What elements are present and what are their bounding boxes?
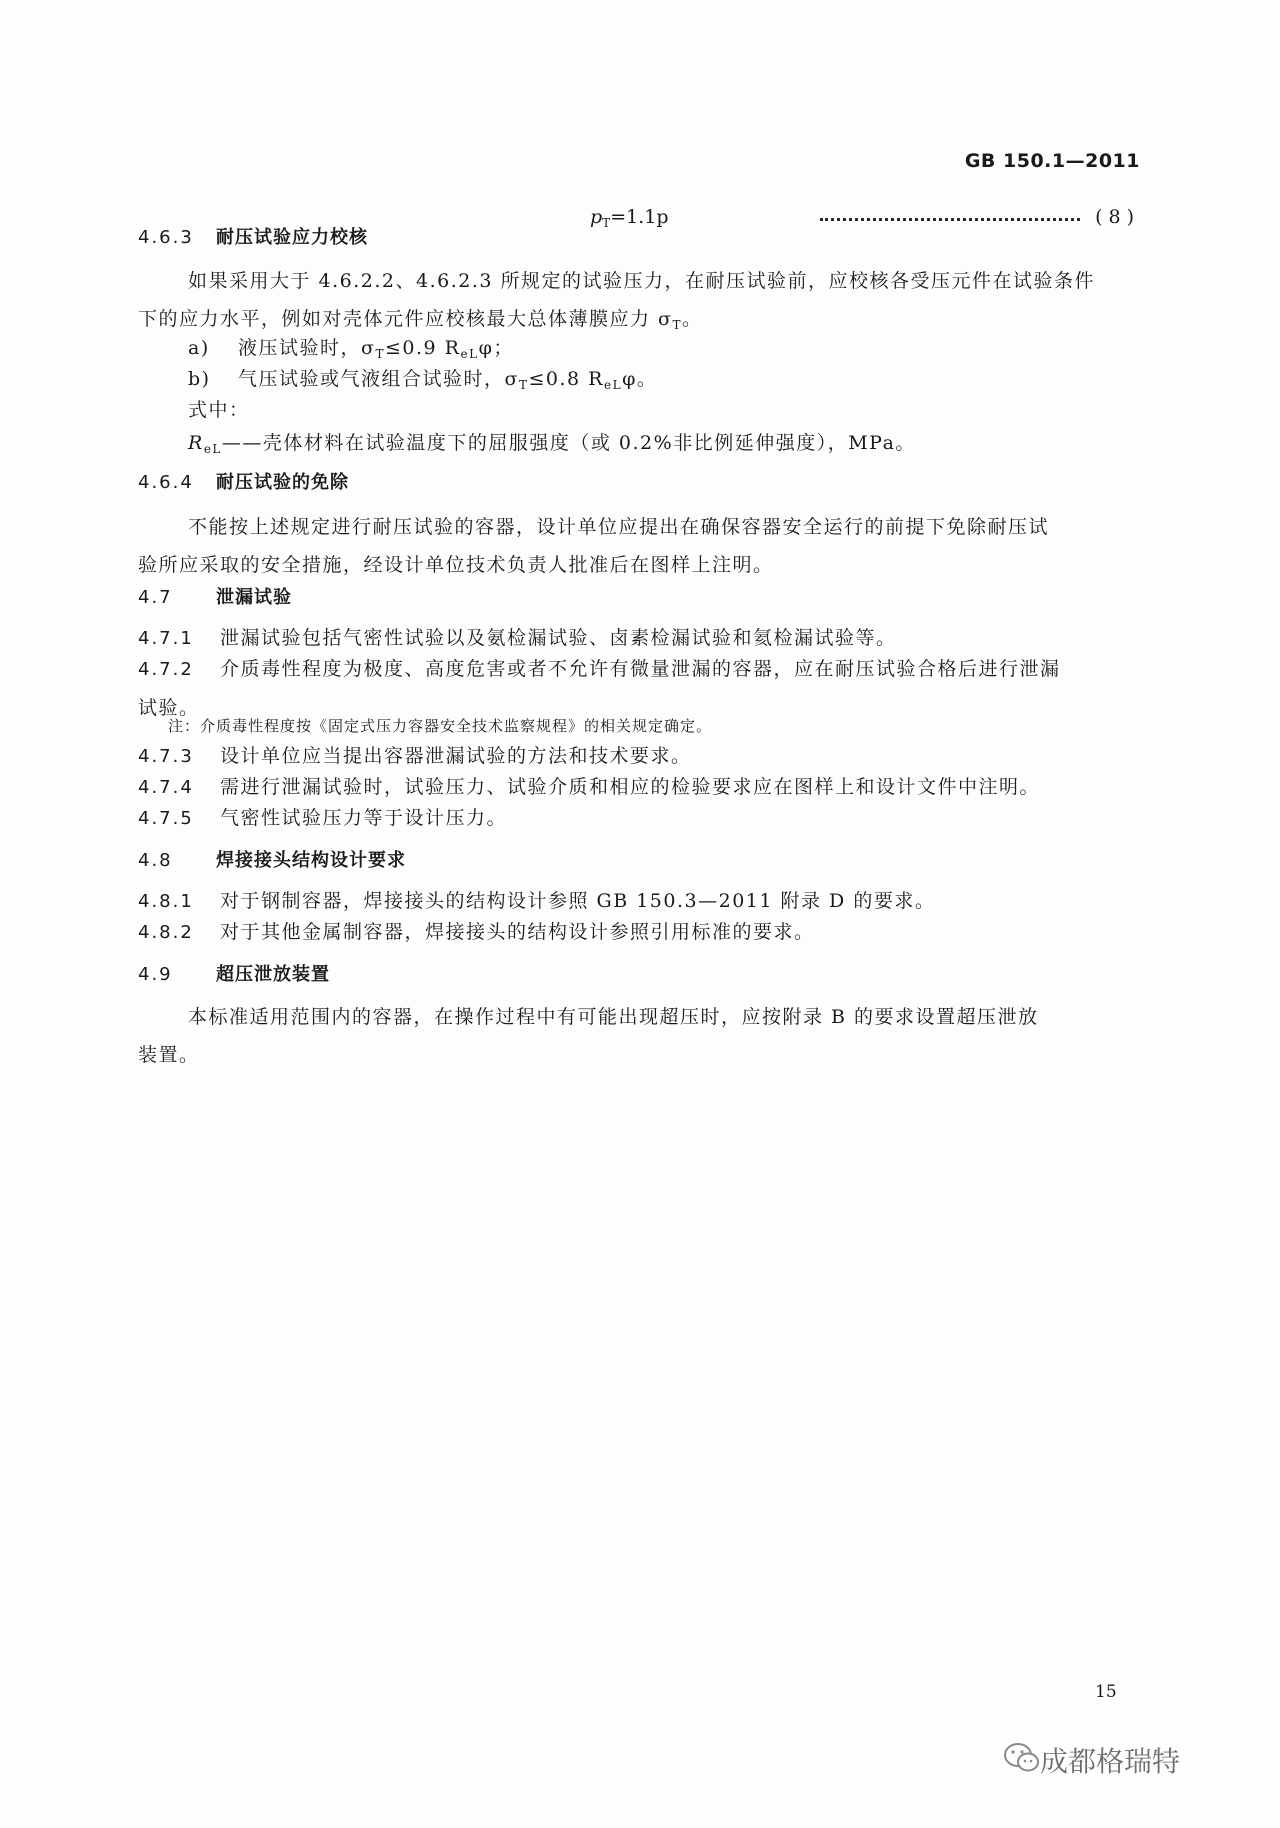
section-heading-4-7: 4.7 泄漏试验	[138, 587, 292, 608]
clause-4-7-1: 4.7.1 泄漏试验包括气密性试验以及氨检漏试验、卤素检漏试验和氦检漏试验等。	[138, 627, 897, 649]
standard-code: GB 150.1—2011	[964, 150, 1140, 172]
equation-number: (8)	[1095, 206, 1140, 228]
list-item-b: b) 气压试验或气液组合试验时，$\sigma_T\le 0.8$ $R_{eL}\varphi$。	[188, 368, 658, 392]
clause-4-7-2: 4.7.2 介质毒性程度为极度、高度危害或者不允许有微量泄漏的容器，应在耐压试验合格后进行泄漏 试验。	[138, 658, 1061, 719]
page-number: 15	[1095, 1682, 1117, 1702]
clause-4-8-2: 4.8.2 对于其他金属制容器，焊接接头的结构设计参照引用标准的要求。	[138, 921, 815, 943]
formula-where: 式中：	[188, 399, 250, 421]
section-heading-4-6-3: 4.6.3 耐压试验应力校核	[138, 227, 368, 248]
note-4-7-2: 注：介质毒性程度按《固定式压力容器安全技术监察规程》的相关规定确定。	[168, 717, 713, 735]
section-heading-4-9: 4.9 超压泄放装置	[138, 964, 330, 985]
clause-4-7-5: 4.7.5 气密性试验压力等于设计压力。	[138, 807, 508, 829]
paragraph-4-9: 本标准适用范围内的容器，在操作过程中有可能出现超压时，应按附录 B 的要求设置超压泄放 装置。	[138, 1006, 1039, 1066]
dot-leader	[820, 218, 1080, 221]
clause-4-8-1: 4.8.1 对于钢制容器，焊接接头的结构设计参照 GB 150.3—2011 附录 D 的要求。	[138, 890, 936, 912]
formula-expression: $p_T=1.1p$	[590, 206, 669, 230]
clause-4-7-4: 4.7.4 需进行泄漏试验时，试验压力、试验介质和相应的检验要求应在图样上和设计文件中注明。	[138, 776, 1041, 798]
section-heading-4-8: 4.8 焊接接头结构设计要求	[138, 850, 406, 871]
paragraph-4-6-3: 如果采用大于 4.6.2.2、4.6.2.3 所规定的试验压力，在耐压试验前，应校核各受压元件在试验条件 下的应力水平，例如对壳体元件应校核最大总体薄膜应力 $\sigma_T$。	[138, 270, 1096, 332]
watermark-text: 成都格瑞特	[1040, 1745, 1181, 1778]
section-heading-4-6-4: 4.6.4 耐压试验的免除	[138, 472, 349, 493]
wechat-icon	[1002, 1740, 1042, 1776]
symbol-definition: $R_{eL}——$壳体材料在试验温度下的屈服强度（或 0.2%非比例延伸强度），MPa。	[188, 432, 916, 456]
clause-4-7-3: 4.7.3 设计单位应当提出容器泄漏试验的方法和技术要求。	[138, 745, 692, 767]
list-item-a: a) 液压试验时，$\sigma_T\le 0.9$ $R_{eL}\varphi$；	[188, 337, 514, 361]
paragraph-4-6-4: 不能按上述规定进行耐压试验的容器，设计单位应提出在确保容器安全运行的前提下免除耐压试 验所应采取的安全措施，经设计单位技术负责人批准后在图样上注明。	[138, 516, 1050, 576]
